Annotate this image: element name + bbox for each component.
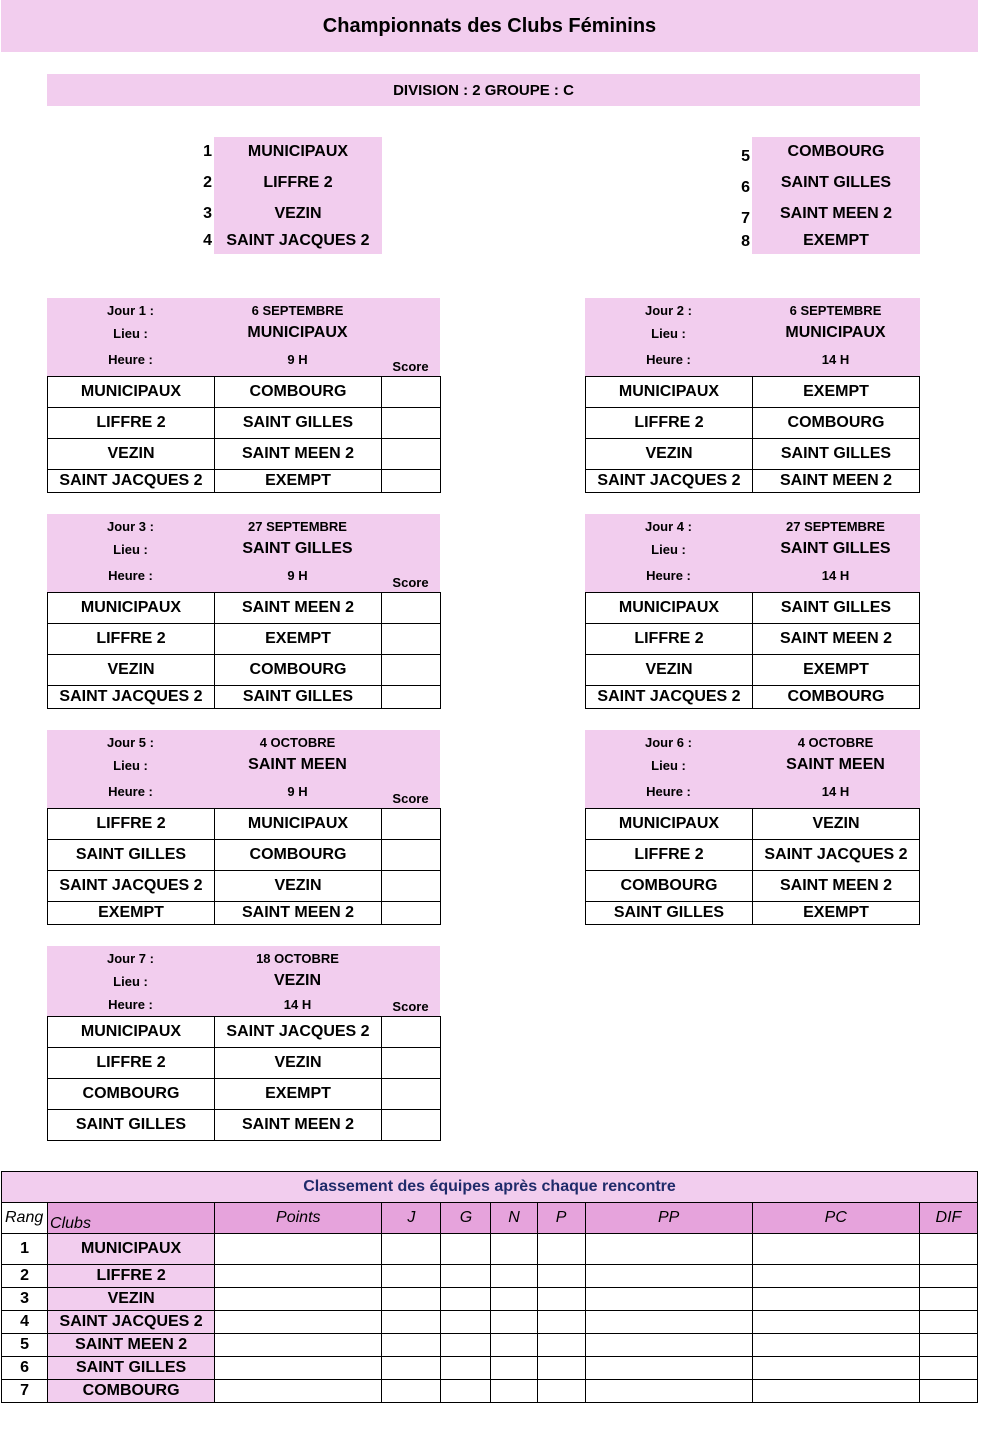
score-cell[interactable] bbox=[382, 408, 441, 439]
rank-number: 5 bbox=[2, 1334, 48, 1357]
rank-number: 3 bbox=[2, 1288, 48, 1311]
score-cell[interactable] bbox=[382, 686, 441, 709]
team-name: VEZIN bbox=[274, 205, 322, 222]
stat-cell[interactable] bbox=[537, 1334, 585, 1357]
match-row bbox=[48, 686, 441, 709]
away-team: VEZIN bbox=[215, 1048, 382, 1079]
away-team: SAINT MEEN 2 bbox=[753, 624, 920, 655]
away-team: COMBOURG bbox=[215, 840, 382, 871]
team-number: 3 bbox=[203, 205, 212, 222]
stat-cell[interactable] bbox=[441, 1357, 491, 1380]
home-team: VEZIN bbox=[586, 655, 753, 686]
away-team: SAINT MEEN 2 bbox=[215, 1110, 382, 1141]
day-label: Jour 2 : bbox=[645, 302, 692, 318]
stat-cell[interactable] bbox=[537, 1380, 585, 1403]
team-number: 6 bbox=[741, 179, 750, 196]
away-team: SAINT GILLES bbox=[753, 593, 920, 624]
score-cell[interactable] bbox=[382, 439, 441, 470]
day-time: 14 H bbox=[283, 996, 312, 1012]
header-points: Points bbox=[215, 1203, 382, 1234]
stat-cell[interactable] bbox=[919, 1265, 977, 1288]
day-venue: MUNICIPAUX bbox=[247, 324, 348, 341]
header-pp: PP bbox=[585, 1203, 752, 1234]
day-date: 27 SEPTEMBRE bbox=[248, 518, 347, 534]
stat-cell[interactable] bbox=[752, 1380, 919, 1403]
match-row bbox=[586, 655, 920, 686]
team-number: 2 bbox=[203, 174, 212, 191]
match-row bbox=[48, 655, 441, 686]
away-team: VEZIN bbox=[215, 871, 382, 902]
match-row bbox=[48, 871, 441, 902]
stat-cell[interactable] bbox=[752, 1357, 919, 1380]
matches-table bbox=[585, 592, 920, 709]
day-venue: SAINT MEEN bbox=[248, 756, 347, 773]
header-rang: Rang bbox=[2, 1203, 48, 1234]
heure-label: Heure : bbox=[646, 567, 691, 583]
stat-cell[interactable] bbox=[382, 1265, 441, 1288]
away-team: EXEMPT bbox=[753, 377, 920, 408]
matches-table bbox=[585, 376, 920, 493]
away-team: COMBOURG bbox=[753, 408, 920, 439]
home-team: MUNICIPAUX bbox=[48, 1017, 215, 1048]
stat-cell[interactable] bbox=[585, 1265, 752, 1288]
away-team: SAINT GILLES bbox=[215, 686, 382, 709]
team-name: LIFFRE 2 bbox=[263, 174, 333, 191]
home-team: LIFFRE 2 bbox=[586, 624, 753, 655]
stat-cell[interactable] bbox=[382, 1288, 441, 1311]
stat-cell[interactable] bbox=[537, 1288, 585, 1311]
day-date: 6 SEPTEMBRE bbox=[789, 302, 882, 318]
home-team: MUNICIPAUX bbox=[586, 809, 753, 840]
match-row bbox=[586, 377, 920, 408]
stat-cell[interactable] bbox=[585, 1380, 752, 1403]
team-number: 7 bbox=[741, 210, 750, 227]
stat-cell[interactable] bbox=[919, 1380, 977, 1403]
day-time: 14 H bbox=[821, 783, 850, 799]
stat-cell[interactable] bbox=[491, 1234, 537, 1265]
away-team: SAINT GILLES bbox=[753, 439, 920, 470]
match-row bbox=[48, 1079, 441, 1110]
stat-cell[interactable] bbox=[215, 1357, 382, 1380]
home-team: EXEMPT bbox=[48, 902, 215, 925]
away-team: COMBOURG bbox=[215, 377, 382, 408]
day-label: Jour 4 : bbox=[645, 518, 692, 534]
stat-cell[interactable] bbox=[382, 1234, 441, 1265]
score-cell[interactable] bbox=[382, 871, 441, 902]
team-number: 5 bbox=[741, 148, 750, 165]
stat-cell[interactable] bbox=[752, 1311, 919, 1334]
day-time: 9 H bbox=[287, 351, 308, 367]
stat-cell[interactable] bbox=[441, 1234, 491, 1265]
score-cell[interactable] bbox=[382, 1017, 441, 1048]
score-cell[interactable] bbox=[382, 1079, 441, 1110]
stat-cell[interactable] bbox=[585, 1288, 752, 1311]
match-row bbox=[586, 871, 920, 902]
stat-cell[interactable] bbox=[215, 1380, 382, 1403]
rank-club: SAINT JACQUES 2 bbox=[48, 1311, 215, 1334]
away-team: SAINT MEEN 2 bbox=[215, 593, 382, 624]
day-label: Jour 7 : bbox=[107, 950, 154, 966]
stat-cell[interactable] bbox=[491, 1265, 537, 1288]
header-pc: PC bbox=[752, 1203, 919, 1234]
stat-cell[interactable] bbox=[491, 1380, 537, 1403]
away-team: VEZIN bbox=[753, 809, 920, 840]
score-label: Score bbox=[392, 358, 429, 374]
stat-cell[interactable] bbox=[382, 1380, 441, 1403]
score-cell[interactable] bbox=[382, 1048, 441, 1079]
lieu-label: Lieu : bbox=[113, 325, 148, 341]
score-cell[interactable] bbox=[382, 655, 441, 686]
day-venue: SAINT GILLES bbox=[780, 540, 891, 557]
team-name: MUNICIPAUX bbox=[247, 143, 349, 160]
stat-cell[interactable] bbox=[491, 1334, 537, 1357]
home-team: LIFFRE 2 bbox=[48, 809, 215, 840]
ranking-row bbox=[2, 1234, 978, 1265]
day-date: 4 OCTOBRE bbox=[797, 734, 874, 750]
rank-number: 4 bbox=[2, 1311, 48, 1334]
away-team: SAINT GILLES bbox=[215, 408, 382, 439]
rank-club: LIFFRE 2 bbox=[48, 1265, 215, 1288]
ranking-row bbox=[2, 1288, 978, 1311]
lieu-label: Lieu : bbox=[113, 541, 148, 557]
day-date: 4 OCTOBRE bbox=[259, 734, 336, 750]
rank-number: 6 bbox=[2, 1357, 48, 1380]
heure-label: Heure : bbox=[108, 783, 153, 799]
away-team: COMBOURG bbox=[753, 686, 920, 709]
away-team: EXEMPT bbox=[215, 624, 382, 655]
away-team: SAINT MEEN 2 bbox=[753, 470, 920, 493]
score-cell[interactable] bbox=[382, 809, 441, 840]
ranking-table bbox=[1, 1171, 978, 1403]
home-team: LIFFRE 2 bbox=[48, 624, 215, 655]
stat-cell[interactable] bbox=[537, 1234, 585, 1265]
home-team: SAINT GILLES bbox=[586, 902, 753, 925]
home-team: VEZIN bbox=[586, 439, 753, 470]
away-team: EXEMPT bbox=[215, 1079, 382, 1110]
home-team: COMBOURG bbox=[48, 1079, 215, 1110]
rank-club: MUNICIPAUX bbox=[48, 1234, 215, 1265]
away-team: SAINT JACQUES 2 bbox=[753, 840, 920, 871]
matches-table bbox=[47, 1016, 441, 1141]
day-label: Jour 1 : bbox=[107, 302, 154, 318]
home-team: MUNICIPAUX bbox=[586, 377, 753, 408]
score-cell[interactable] bbox=[382, 840, 441, 871]
stat-cell[interactable] bbox=[215, 1234, 382, 1265]
score-cell[interactable] bbox=[382, 624, 441, 655]
home-team: VEZIN bbox=[48, 439, 215, 470]
away-team: EXEMPT bbox=[753, 902, 920, 925]
rank-number: 1 bbox=[2, 1234, 48, 1265]
stat-cell[interactable] bbox=[537, 1357, 585, 1380]
stat-cell[interactable] bbox=[441, 1380, 491, 1403]
stat-cell[interactable] bbox=[919, 1357, 977, 1380]
home-team: LIFFRE 2 bbox=[48, 408, 215, 439]
heure-label: Heure : bbox=[646, 351, 691, 367]
team-number: 1 bbox=[203, 143, 212, 160]
rank-club: COMBOURG bbox=[48, 1380, 215, 1403]
match-row bbox=[586, 408, 920, 439]
match-row bbox=[586, 809, 920, 840]
heure-label: Heure : bbox=[108, 996, 153, 1012]
header-dif: DIF bbox=[919, 1203, 977, 1234]
score-cell[interactable] bbox=[382, 1110, 441, 1141]
score-cell[interactable] bbox=[382, 470, 441, 493]
lieu-label: Lieu : bbox=[651, 541, 686, 557]
rank-club: VEZIN bbox=[48, 1288, 215, 1311]
page-title: Championnats des Clubs Féminins bbox=[1, 0, 978, 52]
home-team: SAINT JACQUES 2 bbox=[48, 871, 215, 902]
matches-table bbox=[585, 808, 920, 925]
header-p: P bbox=[537, 1203, 585, 1234]
match-row bbox=[48, 1017, 441, 1048]
match-row bbox=[48, 1110, 441, 1141]
rank-club: SAINT GILLES bbox=[48, 1357, 215, 1380]
away-team: EXEMPT bbox=[215, 470, 382, 493]
home-team: SAINT JACQUES 2 bbox=[586, 470, 753, 493]
day-date: 18 OCTOBRE bbox=[256, 950, 339, 966]
away-team: SAINT MEEN 2 bbox=[753, 871, 920, 902]
stat-cell[interactable] bbox=[491, 1288, 537, 1311]
day-label: Jour 3 : bbox=[107, 518, 154, 534]
stat-cell[interactable] bbox=[382, 1311, 441, 1334]
home-team: VEZIN bbox=[48, 655, 215, 686]
home-team: MUNICIPAUX bbox=[48, 377, 215, 408]
match-row bbox=[48, 408, 441, 439]
stat-cell[interactable] bbox=[441, 1311, 491, 1334]
day-label: Jour 6 : bbox=[645, 734, 692, 750]
score-label: Score bbox=[392, 790, 429, 806]
day-date: 27 SEPTEMBRE bbox=[786, 518, 885, 534]
team-name: COMBOURG bbox=[787, 143, 885, 160]
home-team: LIFFRE 2 bbox=[586, 840, 753, 871]
score-label: Score bbox=[392, 574, 429, 590]
stat-cell[interactable] bbox=[537, 1311, 585, 1334]
day-time: 9 H bbox=[287, 783, 308, 799]
matches-table bbox=[47, 376, 441, 493]
stat-cell[interactable] bbox=[441, 1265, 491, 1288]
home-team: SAINT JACQUES 2 bbox=[48, 686, 215, 709]
ranking-row bbox=[2, 1311, 978, 1334]
score-cell[interactable] bbox=[382, 377, 441, 408]
stat-cell[interactable] bbox=[752, 1334, 919, 1357]
day-date: 6 SEPTEMBRE bbox=[251, 302, 344, 318]
team-name: SAINT JACQUES 2 bbox=[226, 232, 370, 249]
stat-cell[interactable] bbox=[919, 1334, 977, 1357]
header-clubs: Clubs bbox=[48, 1203, 215, 1234]
stat-cell[interactable] bbox=[382, 1334, 441, 1357]
match-row bbox=[48, 624, 441, 655]
home-team: LIFFRE 2 bbox=[586, 408, 753, 439]
match-row bbox=[48, 593, 441, 624]
away-team: COMBOURG bbox=[215, 655, 382, 686]
score-label: Score bbox=[392, 998, 429, 1014]
stat-cell[interactable] bbox=[752, 1265, 919, 1288]
stat-cell[interactable] bbox=[215, 1311, 382, 1334]
day-time: 14 H bbox=[821, 567, 850, 583]
match-row bbox=[48, 840, 441, 871]
match-row bbox=[48, 470, 441, 493]
home-team: SAINT GILLES bbox=[48, 1110, 215, 1141]
stat-cell[interactable] bbox=[382, 1357, 441, 1380]
home-team: SAINT GILLES bbox=[48, 840, 215, 871]
day-time: 14 H bbox=[821, 351, 850, 367]
match-row bbox=[586, 439, 920, 470]
rank-number: 7 bbox=[2, 1380, 48, 1403]
match-row bbox=[48, 809, 441, 840]
lieu-label: Lieu : bbox=[113, 973, 148, 989]
heure-label: Heure : bbox=[108, 351, 153, 367]
away-team: EXEMPT bbox=[753, 655, 920, 686]
home-team: MUNICIPAUX bbox=[586, 593, 753, 624]
stat-cell[interactable] bbox=[215, 1265, 382, 1288]
match-row bbox=[586, 902, 920, 925]
stat-cell[interactable] bbox=[919, 1234, 977, 1265]
away-team: MUNICIPAUX bbox=[215, 809, 382, 840]
ranking-title: Classement des équipes après chaque rencontre bbox=[2, 1172, 978, 1203]
stat-cell[interactable] bbox=[441, 1288, 491, 1311]
home-team: COMBOURG bbox=[586, 871, 753, 902]
day-label: Jour 5 : bbox=[107, 734, 154, 750]
stat-cell[interactable] bbox=[215, 1334, 382, 1357]
stat-cell[interactable] bbox=[215, 1288, 382, 1311]
heure-label: Heure : bbox=[108, 567, 153, 583]
stat-cell[interactable] bbox=[919, 1311, 977, 1334]
match-row bbox=[586, 470, 920, 493]
stat-cell[interactable] bbox=[585, 1357, 752, 1380]
team-number: 8 bbox=[741, 233, 750, 250]
score-cell[interactable] bbox=[382, 593, 441, 624]
team-number: 4 bbox=[203, 232, 212, 249]
stat-cell[interactable] bbox=[919, 1288, 977, 1311]
stat-cell[interactable] bbox=[441, 1334, 491, 1357]
header-g: G bbox=[441, 1203, 491, 1234]
ranking-row bbox=[2, 1265, 978, 1288]
match-row bbox=[48, 439, 441, 470]
match-row bbox=[586, 624, 920, 655]
ranking-row bbox=[2, 1380, 978, 1403]
matches-table bbox=[47, 592, 441, 709]
rank-number: 2 bbox=[2, 1265, 48, 1288]
ranking-row bbox=[2, 1334, 978, 1357]
heure-label: Heure : bbox=[646, 783, 691, 799]
day-venue: MUNICIPAUX bbox=[785, 324, 886, 341]
team-name: SAINT GILLES bbox=[780, 174, 892, 191]
stat-cell[interactable] bbox=[537, 1265, 585, 1288]
lieu-label: Lieu : bbox=[113, 757, 148, 773]
lieu-label: Lieu : bbox=[651, 757, 686, 773]
day-venue: SAINT GILLES bbox=[242, 540, 353, 557]
match-row bbox=[586, 686, 920, 709]
stat-cell[interactable] bbox=[585, 1234, 752, 1265]
match-row bbox=[48, 1048, 441, 1079]
team-name: SAINT MEEN 2 bbox=[779, 205, 892, 222]
stat-cell[interactable] bbox=[585, 1311, 752, 1334]
day-venue: VEZIN bbox=[273, 972, 322, 989]
score-cell[interactable] bbox=[382, 902, 441, 925]
home-team: SAINT JACQUES 2 bbox=[586, 686, 753, 709]
away-team: SAINT MEEN 2 bbox=[215, 902, 382, 925]
home-team: MUNICIPAUX bbox=[48, 593, 215, 624]
stat-cell[interactable] bbox=[585, 1334, 752, 1357]
ranking-header-row bbox=[2, 1203, 978, 1234]
team-name: EXEMPT bbox=[803, 232, 869, 249]
match-row bbox=[586, 593, 920, 624]
lieu-label: Lieu : bbox=[651, 325, 686, 341]
stat-cell[interactable] bbox=[752, 1288, 919, 1311]
matches-table bbox=[47, 808, 441, 925]
stat-cell[interactable] bbox=[491, 1357, 537, 1380]
division-banner: DIVISION : 2 GROUPE : C bbox=[47, 74, 920, 106]
rank-club: SAINT MEEN 2 bbox=[48, 1334, 215, 1357]
home-team: LIFFRE 2 bbox=[48, 1048, 215, 1079]
stat-cell[interactable] bbox=[491, 1311, 537, 1334]
ranking-row bbox=[2, 1357, 978, 1380]
away-team: SAINT JACQUES 2 bbox=[215, 1017, 382, 1048]
match-row bbox=[586, 840, 920, 871]
match-row bbox=[48, 902, 441, 925]
match-row bbox=[48, 377, 441, 408]
header-n: N bbox=[491, 1203, 537, 1234]
home-team: SAINT JACQUES 2 bbox=[48, 470, 215, 493]
header-j: J bbox=[382, 1203, 441, 1234]
day-time: 9 H bbox=[287, 567, 308, 583]
day-venue: SAINT MEEN bbox=[786, 756, 885, 773]
away-team: SAINT MEEN 2 bbox=[215, 439, 382, 470]
stat-cell[interactable] bbox=[752, 1234, 919, 1265]
